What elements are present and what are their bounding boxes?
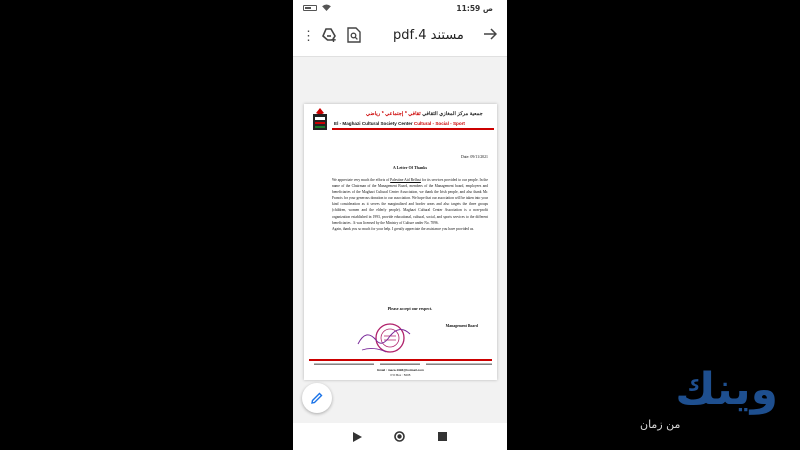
letter-body-part1: We appreciate very much the efforts of xyxy=(332,178,391,182)
letter-date: Date: 09/11/2021 xyxy=(461,155,488,159)
watermark-text: وينك xyxy=(675,364,778,415)
status-bar xyxy=(293,0,507,17)
status-time-suffix: ص xyxy=(482,4,493,13)
battery-icon xyxy=(303,5,317,11)
footer-pobox: P.O Box : 5005 xyxy=(390,373,411,377)
letterhead xyxy=(306,107,495,141)
letter-body-org: Palestine Aid Belfast xyxy=(390,178,421,182)
pdf-page[interactable] xyxy=(304,104,497,380)
find-in-page-icon[interactable] xyxy=(347,27,361,43)
letterhead-english-tagline: Cultural - Social - Sport xyxy=(413,121,465,126)
phone-screen xyxy=(293,0,507,450)
more-vert-icon[interactable]: ⋮ xyxy=(302,28,315,43)
nav-recents-square-icon[interactable] xyxy=(438,432,447,441)
status-time xyxy=(456,4,493,13)
footer-address-text-icon xyxy=(314,362,494,367)
letter-closing: Please accept our respect. xyxy=(387,306,433,311)
letter-signatory: Management Board xyxy=(445,324,478,328)
watermark-logo xyxy=(628,364,788,438)
letter-body-part2: for its services provided to our people. In the name of the Chairman of the Management Board, members of the Management board, employees and beneficiaries of the Maghazi Cultural Center Association, we thank the Irish people, and also thank Mr. Francis for your generous donation to our association. We hope that our association will be taken into your kind consideration as it serves the marginalized and border areas and also targets the three groups (children, women and the elderly people). Maghazi Cultural Center Association is a non-profit organization established in 1993, provide educational, cultural, social, and sports services to the different beneficiaries . It was licensed by the Ministry of Culture under No. 7096. xyxy=(332,178,488,225)
society-logo-icon xyxy=(310,107,330,137)
footer-email: Email : maca-1993@hotmail.com xyxy=(377,368,424,372)
battery-fill xyxy=(305,7,311,9)
arrow-back-icon[interactable] xyxy=(483,27,497,41)
letterhead-arabic xyxy=(366,111,483,117)
status-time-value: 11:59 xyxy=(456,4,481,13)
letterhead-english-name: El - Maghazi Cultural Society Center xyxy=(334,121,413,126)
letter-body-part3: Again, thank you so much for your help. I greatly appreciate the assistance you have provided us. xyxy=(332,226,475,231)
edit-fab-button[interactable] xyxy=(302,383,332,413)
letter-heading: A Letter Of Thanks xyxy=(392,165,428,170)
letterhead-arabic-name: جمعية مركز المغازي الثقافي xyxy=(422,111,483,117)
letterhead-arabic-tagline: ثقافي * إجتماعي * رياضي xyxy=(366,111,421,117)
nav-back-triangle-icon[interactable] xyxy=(353,432,362,442)
edit-pencil-icon xyxy=(310,391,324,405)
add-to-drive-icon[interactable] xyxy=(321,27,337,43)
letterhead-divider xyxy=(332,128,494,130)
pdf-viewer-toolbar xyxy=(293,17,507,57)
letter-body xyxy=(332,177,488,232)
footer-divider xyxy=(309,359,492,361)
letterhead-english xyxy=(334,121,465,126)
status-icons xyxy=(303,4,331,11)
system-nav-bar xyxy=(293,423,507,450)
official-stamp-signature-icon xyxy=(356,316,414,358)
watermark-subtext: من زمان xyxy=(640,418,681,431)
nav-home-circle-icon[interactable] xyxy=(394,431,405,442)
document-title: مستند 4.pdf xyxy=(393,28,464,43)
wifi-icon xyxy=(322,4,331,11)
